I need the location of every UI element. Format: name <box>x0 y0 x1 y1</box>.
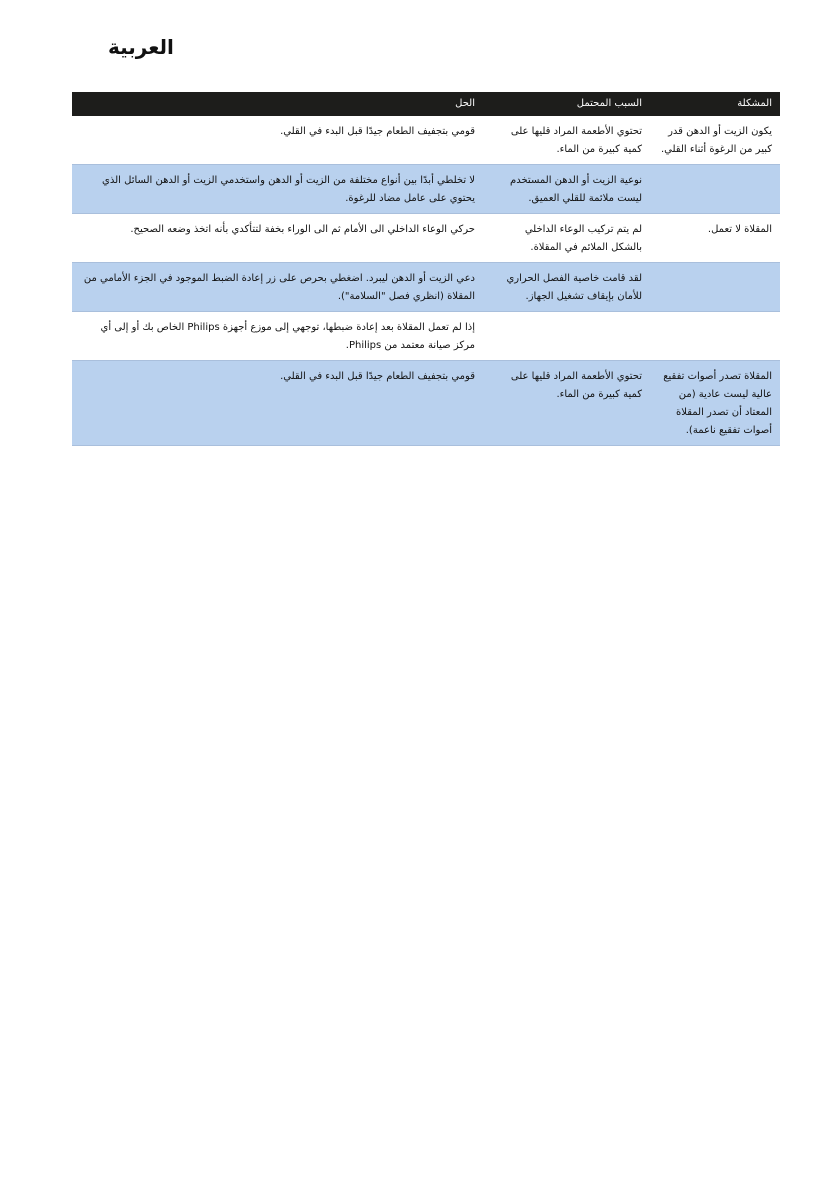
problem-cell <box>650 312 780 361</box>
table-header-row <box>72 92 780 116</box>
page-title: العربية <box>108 35 174 59</box>
problem-cell <box>650 165 780 214</box>
troubleshooting-table <box>72 92 780 446</box>
cause-cell: لم يتم تركيب الوعاء الداخلي بالشكل الملائم في المقلاة. <box>483 214 650 263</box>
header-solution: الحل <box>72 92 483 116</box>
problem-cell: المقلاة تصدر أصوات تفقيع عالية ليست عادية (من المعتاد أن تصدر المقلاة أصوات تفقيع ناعمة). <box>650 361 780 446</box>
table-row <box>72 165 780 214</box>
cause-cell: تحتوي الأطعمة المراد قليها على كمية كبيرة من الماء. <box>483 361 650 446</box>
cause-cell: لقد قامت خاصية الفصل الحراري للأمان بإيقاف تشغيل الجهاز. <box>483 263 650 312</box>
cause-cell <box>483 312 650 361</box>
solution-cell: إذا لم تعمل المقلاة بعد إعادة ضبطها، توجهي إلى موزع أجهزة Philips الخاص بك أو إلى أي مركز صيانة معتمد من Philips. <box>72 312 483 361</box>
header-problem: المشكلة <box>650 92 780 116</box>
solution-cell: قومي بتجفيف الطعام جيدًا قبل البدء في القلي. <box>72 361 483 446</box>
table-row <box>72 312 780 361</box>
solution-cell: حركي الوعاء الداخلي الى الأمام ثم الى الوراء بخفة لتتأكدي بأنه اتخذ وضعه الصحيح. <box>72 214 483 263</box>
table-row <box>72 263 780 312</box>
problem-cell <box>650 263 780 312</box>
table-row <box>72 361 780 446</box>
cause-cell: نوعية الزيت أو الدهن المستخدم ليست ملائمة للقلي العميق. <box>483 165 650 214</box>
cause-cell: تحتوي الأطعمة المراد قليها على كمية كبيرة من الماء. <box>483 116 650 165</box>
header-cause: السبب المحتمل <box>483 92 650 116</box>
table-row <box>72 214 780 263</box>
problem-cell: المقلاة لا تعمل. <box>650 214 780 263</box>
solution-cell: دعي الزيت أو الدهن ليبرد. اضغطي بحرص على زر إعادة الضبط الموجود في الجزء الأمامي من المقلاة (انظري فصل "السلامة"). <box>72 263 483 312</box>
problem-cell: يكون الزيت أو الدهن قدر كبير من الرغوة أثناء القلي. <box>650 116 780 165</box>
solution-cell: قومي بتجفيف الطعام جيدًا قبل البدء في القلي. <box>72 116 483 165</box>
table-row <box>72 116 780 165</box>
solution-cell: لا تخلطي أبدًا بين أنواع مختلفة من الزيت أو الدهن واستخدمي الزيت أو الدهن السائل الذي يحتوي على عامل مضاد للرغوة. <box>72 165 483 214</box>
